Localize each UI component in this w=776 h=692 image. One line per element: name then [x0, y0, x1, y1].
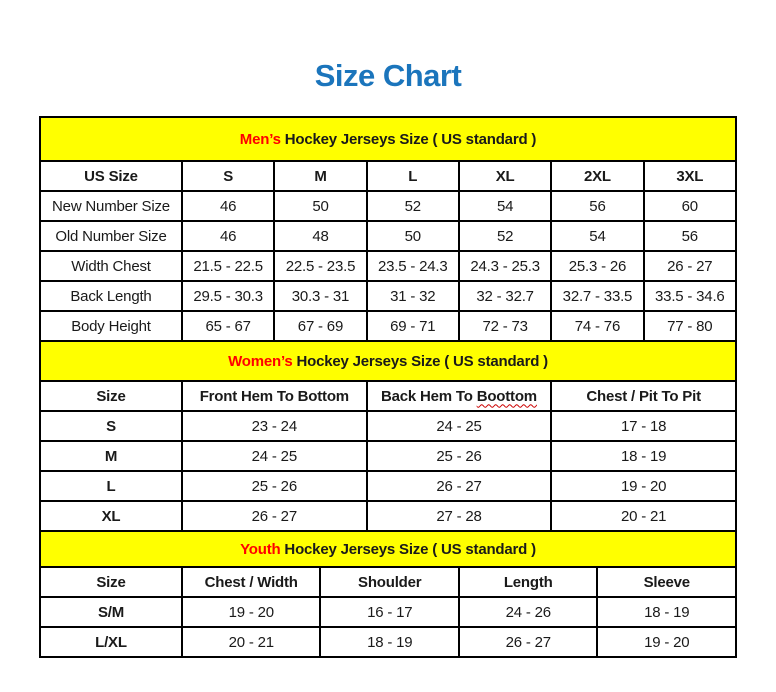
womens-size-value-cell: 26 - 27	[182, 501, 367, 531]
youth-size-value-cell: 18 - 19	[597, 597, 736, 627]
womens-row-label: L	[40, 471, 182, 501]
womens-section-title-highlight: Women’s	[228, 352, 293, 370]
mens-column-header-5: 2XL	[551, 161, 643, 191]
youth-size-value-cell: 20 - 21	[182, 627, 321, 657]
youth-column-header-0: Size	[40, 567, 182, 597]
mens-size-value-cell: 46	[182, 221, 274, 251]
womens-size-value-cell: 26 - 27	[367, 471, 552, 501]
mens-table-row	[40, 311, 736, 341]
womens-column-header-1: Front Hem To Bottom	[182, 381, 367, 411]
mens-size-value-cell: 67 - 69	[274, 311, 366, 341]
page-title: Size Chart	[314, 58, 462, 93]
mens-size-value-cell: 52	[459, 221, 551, 251]
mens-table-row	[40, 281, 736, 311]
womens-misspelled-word: Boottom	[476, 387, 537, 405]
mens-row-label: Width Chest	[40, 251, 182, 281]
womens-section-title-text: Hockey Jerseys Size ( US standard )	[292, 352, 548, 370]
mens-column-header-4: XL	[459, 161, 551, 191]
womens-size-value-cell: 24 - 25	[182, 441, 367, 471]
mens-row-label: Old Number Size	[40, 221, 182, 251]
womens-table-row	[40, 411, 736, 441]
mens-section-title-text: Hockey Jerseys Size ( US standard )	[280, 130, 537, 148]
mens-size-value-cell: 32.7 - 33.5	[551, 281, 643, 311]
youth-column-header-1: Chest / Width	[182, 567, 321, 597]
youth-column-header-3: Length	[459, 567, 598, 597]
mens-size-value-cell: 56	[644, 221, 736, 251]
mens-size-value-cell: 26 - 27	[644, 251, 736, 281]
mens-size-value-cell: 33.5 - 34.6	[644, 281, 736, 311]
mens-size-value-cell: 46	[182, 191, 274, 221]
mens-size-value-cell: 25.3 - 26	[551, 251, 643, 281]
youth-size-value-cell: 26 - 27	[459, 627, 598, 657]
mens-section-title-highlight: Men’s	[239, 130, 281, 148]
womens-row-label: XL	[40, 501, 182, 531]
youth-size-value-cell: 19 - 20	[597, 627, 736, 657]
youth-section-title-text: Hockey Jerseys Size ( US standard )	[280, 540, 536, 558]
youth-row-label: L/XL	[40, 627, 182, 657]
womens-table-row	[40, 471, 736, 501]
mens-table-row	[40, 191, 736, 221]
youth-size-value-cell: 18 - 19	[320, 627, 459, 657]
mens-column-header-1: S	[182, 161, 274, 191]
womens-size-value-cell: 25 - 26	[182, 471, 367, 501]
womens-column-header-2: Back Hem To Boottom	[367, 381, 552, 411]
womens-row-label: M	[40, 441, 182, 471]
womens-size-value-cell: 27 - 28	[367, 501, 552, 531]
youth-size-value-cell: 16 - 17	[320, 597, 459, 627]
womens-size-value-cell: 25 - 26	[367, 441, 552, 471]
youth-size-value-cell: 24 - 26	[459, 597, 598, 627]
mens-size-value-cell: 50	[367, 221, 459, 251]
youth-row-label: S/M	[40, 597, 182, 627]
size-tables-container	[39, 116, 737, 658]
mens-size-value-cell: 72 - 73	[459, 311, 551, 341]
womens-section-title	[40, 341, 736, 381]
youth-size-table	[39, 530, 737, 658]
mens-size-value-cell: 65 - 67	[182, 311, 274, 341]
womens-column-header-0: Size	[40, 381, 182, 411]
womens-table-row	[40, 501, 736, 531]
mens-column-header-0: US Size	[40, 161, 182, 191]
mens-size-table	[39, 116, 737, 342]
womens-column-header-3: Chest / Pit To Pit	[551, 381, 736, 411]
womens-size-value-cell: 20 - 21	[551, 501, 736, 531]
mens-size-value-cell: 54	[551, 221, 643, 251]
womens-size-value-cell: 18 - 19	[551, 441, 736, 471]
mens-size-value-cell: 30.3 - 31	[274, 281, 366, 311]
mens-column-header-2: M	[274, 161, 366, 191]
mens-size-value-cell: 21.5 - 22.5	[182, 251, 274, 281]
mens-row-label: Back Length	[40, 281, 182, 311]
mens-size-value-cell: 74 - 76	[551, 311, 643, 341]
mens-size-value-cell: 32 - 32.7	[459, 281, 551, 311]
mens-size-value-cell: 50	[274, 191, 366, 221]
mens-size-value-cell: 69 - 71	[367, 311, 459, 341]
size-chart-page	[39, 58, 737, 658]
womens-row-label: S	[40, 411, 182, 441]
womens-size-value-cell: 24 - 25	[367, 411, 552, 441]
youth-table-row	[40, 597, 736, 627]
mens-row-label: Body Height	[40, 311, 182, 341]
mens-row-label: New Number Size	[40, 191, 182, 221]
mens-column-header-3: L	[367, 161, 459, 191]
youth-column-header-4: Sleeve	[597, 567, 736, 597]
mens-table-row	[40, 251, 736, 281]
youth-column-header-2: Shoulder	[320, 567, 459, 597]
womens-size-value-cell: 23 - 24	[182, 411, 367, 441]
mens-size-value-cell: 54	[459, 191, 551, 221]
mens-size-value-cell: 60	[644, 191, 736, 221]
mens-size-value-cell: 31 - 32	[367, 281, 459, 311]
youth-section-title-highlight: Youth	[240, 540, 281, 558]
mens-column-header-6: 3XL	[644, 161, 736, 191]
mens-table-row	[40, 221, 736, 251]
mens-size-value-cell: 29.5 - 30.3	[182, 281, 274, 311]
mens-section-title	[40, 117, 736, 161]
mens-size-value-cell: 48	[274, 221, 366, 251]
mens-size-value-cell: 23.5 - 24.3	[367, 251, 459, 281]
mens-size-value-cell: 24.3 - 25.3	[459, 251, 551, 281]
youth-section-title	[40, 531, 736, 567]
youth-size-value-cell: 19 - 20	[182, 597, 321, 627]
womens-size-value-cell: 17 - 18	[551, 411, 736, 441]
mens-size-value-cell: 22.5 - 23.5	[274, 251, 366, 281]
mens-size-value-cell: 56	[551, 191, 643, 221]
mens-size-value-cell: 52	[367, 191, 459, 221]
womens-table-row	[40, 441, 736, 471]
youth-table-row	[40, 627, 736, 657]
womens-size-value-cell: 19 - 20	[551, 471, 736, 501]
womens-size-table	[39, 340, 737, 532]
mens-size-value-cell: 77 - 80	[644, 311, 736, 341]
